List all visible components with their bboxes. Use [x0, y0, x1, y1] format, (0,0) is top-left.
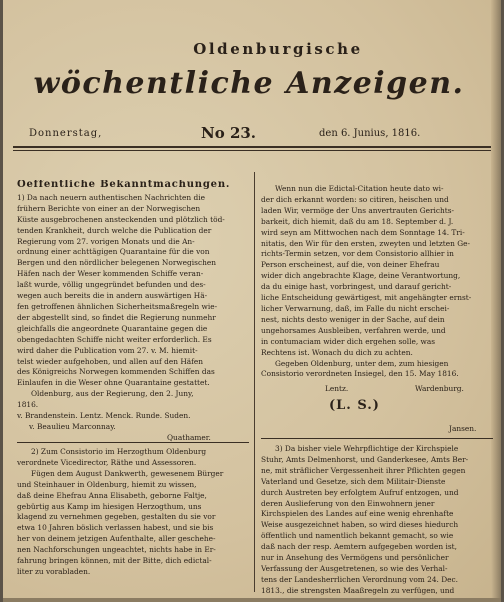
text-line: und Steinhauer in Oldenburg, hiemit zu wissen,	[17, 479, 197, 489]
text-line: deren Auslieferung von den Einwohnern jener	[261, 498, 435, 508]
masthead-rule	[13, 146, 491, 148]
text-line: frühern Berichte von einer an der Norwegischen	[17, 203, 201, 213]
text-line: her von deinem jetzigen Aufenthalte, aller geschehe-	[17, 534, 216, 544]
text-line: Weise ausgezeichnet haben, so wird dieses hiedurch	[261, 520, 459, 530]
text-line: Person erscheinest, auf die, von deiner Ehefrau	[261, 260, 440, 270]
item-separator	[261, 438, 493, 439]
text-line: nest, nichts desto weniger in der Sache, auf dein	[261, 314, 445, 324]
text-line: wider dich angebrachte Klage, deine Verantwortung,	[261, 271, 461, 281]
newspaper-page	[3, 0, 501, 602]
text-line: der abgestellt sind, so findet die Regierung nunmehr	[17, 312, 216, 322]
text-line: Consistorio verordneten Insiegel, den 15. May 1816.	[261, 369, 459, 379]
text-line: ungehorsames Ausbleiben, verfahren werde, und	[261, 325, 446, 335]
masthead-title: wöchentliche Anzeigen.	[33, 66, 465, 101]
section-heading: Oeffentliche Bekanntmachungen.	[17, 180, 231, 190]
left-column	[17, 180, 249, 444]
text-line: Kirchspielen des Landes auf eine wenig ehrenhafte	[261, 509, 454, 519]
text-line: nen Nachforschungen ungeachtet, nichts habe in Er-	[17, 545, 216, 555]
text-line: fen getroffenen ähnlichen Sicherheitsmaßregeln wie-	[17, 301, 218, 311]
text-line: obengedachten Schiffe nicht weiter erforderlich. Es	[17, 334, 212, 344]
text-line: Küste ausgebrochenen ansteckenden und plötzlich töd-	[17, 214, 225, 224]
text-line: verordnete Vicedirector, Räthe und Assessoren.	[17, 457, 197, 467]
text-line: etwa 10 Jahren böslich verlassen habest, und sie bis	[17, 523, 214, 533]
text-line: Rechtens ist. Wonach du dich zu achten.	[261, 347, 413, 357]
right-column	[261, 184, 497, 380]
signature-place: Oldenburg, aus der Regierung, den 2. Juny,	[31, 389, 194, 399]
item-separator	[17, 442, 249, 443]
text-line: nitatis, den Wir für den ersten, zweyten und letzten Ge-	[261, 238, 470, 248]
signature-year: 1816.	[17, 400, 39, 410]
text-line: tenden Krankheit, durch welche die Publication der	[17, 225, 212, 235]
text-line: Gegeben Oldenburg, unter dem, zum hiesigen	[275, 358, 449, 368]
text-line: gleichfalls die angeordnete Quarantaine gegen die	[17, 323, 208, 333]
signatories: v. Brandenstein. Lentz. Menck. Runde. Suden.	[17, 411, 191, 421]
text-line: licher Verwarnung, daß, im Falle du nicht erschei-	[261, 303, 450, 313]
left-column-item-2	[17, 447, 249, 578]
signature-wardenburg: Wardenburg.	[415, 384, 464, 393]
text-line: Verfassung der Ausgetretenen, so wie des Verhal-	[261, 563, 448, 573]
issue-date: den 6. Junius, 1816.	[319, 128, 421, 139]
column-divider	[254, 172, 255, 592]
text-line: Stuhr, Amts Delmenhorst, und Ganderkesee, Amts Ber-	[261, 454, 469, 464]
seal-mark: (L. S.)	[329, 398, 380, 413]
text-line: in contumaciam wider dich ergehen solle, was	[261, 336, 436, 346]
text-line: ne, mit sträflicher Vergessenheit ihrer Pflichten gegen	[261, 465, 466, 475]
text-line: liter zu vorabladen.	[17, 566, 91, 576]
text-line: nur in Ansehung des Vermögens und persönlicher	[261, 553, 449, 563]
text-line: Häfen nach der Weser kommenden Schiffe veran-	[17, 269, 204, 279]
signatories: v. Beaulieu Marconnay.	[29, 421, 116, 431]
right-column-item-3	[261, 444, 497, 597]
text-line: Fügen dem August Dankwerth, gewesenem Bürger	[31, 468, 224, 478]
text-line: barkeit, dich hiemit, daß du am 18. September d. J.	[261, 216, 454, 226]
text-line: gebürtig aus Kamp im hiesigen Herzogthum, uns	[17, 501, 202, 511]
masthead-rule-thin	[13, 150, 491, 151]
text-line: telst wieder aufgehoben, und allen auf den Häfen	[17, 356, 204, 366]
text-line: tens der Landesherrlichen Verordnung vom 24. Dec.	[261, 574, 459, 584]
text-line: wird daher die Publication vom 27. v. M. hiemit-	[17, 345, 198, 355]
text-line: des Königreichs Norwegen kommenden Schiffen das	[17, 367, 215, 377]
text-line: wird seyn am Mittwochen nach dem Sonntage 14. Tri-	[261, 227, 465, 237]
text-line: richts-Termin setzen, vor dem Consistorio allhier in	[261, 249, 454, 259]
text-line: klagend zu vernehmen gegeben, gestalten du sie vor	[17, 512, 216, 522]
signature-name: Jansen.	[449, 424, 477, 433]
text-line: der dich erkannt worden: so citiren, heischen und	[261, 194, 449, 204]
text-line: 3) Da bisher viele Wehrpflichtige der Kirchspiele	[275, 444, 459, 453]
text-line: laßt wurde, völlig ungegründet befunden und des-	[17, 280, 206, 290]
text-line: laden Wir, vermöge der Uns anvertrauten Gerichts-	[261, 205, 455, 215]
masthead-line-1: Oldenburgische	[193, 40, 363, 58]
text-line: Einlaufen in die Weser ohne Quarantaine gestattet.	[17, 378, 210, 388]
text-line: 2) Zum Consistorio im Herzogthum Oldenburg	[31, 447, 207, 456]
text-line: liche Entscheidung gewärtigest, mit angehängter ernst-	[261, 293, 472, 303]
text-line: fahrung bringen können, mit der Bitte, dich edictal-	[17, 556, 212, 566]
text-line: öffentlich und namentlich bekannt gemacht, so wie	[261, 531, 454, 541]
signature-name: Quathamer.	[167, 432, 211, 442]
page-bottom-edge	[3, 598, 501, 602]
text-line: Vaterland und Gesetze, sich dem Militair-Dienste	[261, 476, 446, 486]
text-line: Regierung vom 27. vorigen Monats und die An-	[17, 236, 195, 246]
text-line: ordnung einer achttägigen Quarantaine für die von	[17, 247, 210, 257]
text-line: durch Austreten bey erfolgtem Aufruf entzogen, und	[261, 487, 459, 497]
text-line: daß nach der resp. Aemtern aufgegeben worden ist,	[261, 542, 457, 552]
text-line: wegen auch bereits die in andern auswärtigen Hä-	[17, 291, 208, 301]
issue-number: No 23.	[201, 124, 257, 142]
text-line: Wenn nun die Edictal-Citation heute dato wi-	[275, 184, 444, 193]
text-line: daß deine Ehefrau Anna Elisabeth, geborne Faltje,	[17, 490, 207, 500]
text-line: 1813., die strengsten Maaßregeln zu verfügen, und	[261, 585, 455, 595]
signature-lentz: Lentz.	[325, 384, 349, 393]
issue-day: Donnerstag,	[29, 128, 103, 139]
text-line: Bergen und den nördlicher belegenen Norwegischen	[17, 258, 216, 268]
text-line: 1) Da nach neuern authentischen Nachrichten die	[17, 192, 205, 202]
text-line: da du einige hast, vorbringest, und darauf gericht-	[261, 282, 452, 292]
